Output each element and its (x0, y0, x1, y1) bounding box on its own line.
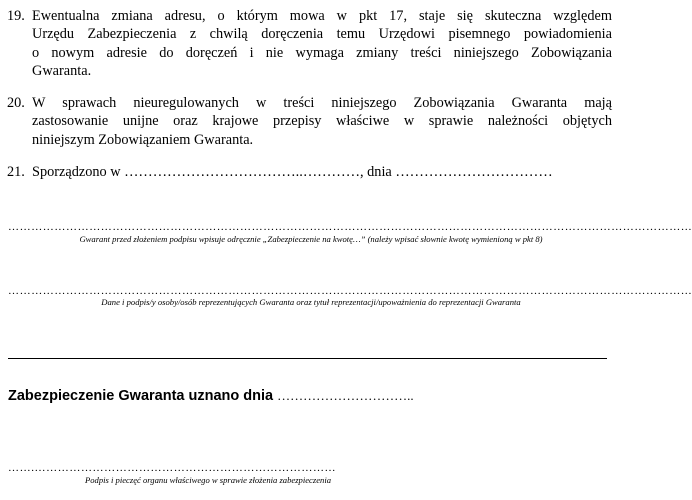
signature-dotted-line: …….…………………………………………………………………… (8, 462, 337, 474)
signature-caption: Podpis i pieczęć organu właściwego w sprawie złożenia zabezpieczenia (84, 475, 331, 485)
clause-line: W sprawach nieuregulowanych w treści niniejszego Zobowiązania Gwaranta mają (32, 95, 612, 111)
clause-number: 21. (7, 164, 25, 180)
clause-text (32, 94, 612, 149)
clause-line: Ewentualna zmiana adresu, o którym mowa w pkt 17, staje się skuteczna względem (32, 8, 612, 24)
signature-dotted-line: …………………………………………………………………………………………………………………………………………………………… (8, 221, 692, 233)
clause-line: Gwaranta. (32, 63, 92, 80)
clause-19 (7, 7, 612, 81)
place-date-line: Sporządzono w ………………………………..…………, dnia …………………………… (32, 164, 553, 180)
signature-caption: Gwarant przed złożeniem podpisu wpisuje odręcznie „Zabezpieczenie na kwotę…” (należy wpisać słownie kwotę wymienioną w pkt 8) (79, 234, 543, 244)
acceptance-dots: ………………………….. (277, 388, 414, 403)
clause-number: 19. (7, 8, 25, 24)
acceptance-line (8, 388, 414, 404)
clause-line: niniejszym Zobowiązaniem Gwaranta. (32, 131, 254, 148)
clause-line: o nowym adresie do doręczeń i nie wymaga zmiany treści niniejszego Zobowiązania (32, 44, 612, 61)
clause-number: 20. (7, 95, 25, 111)
acceptance-label: Zabezpieczenie Gwaranta uznano dnia (8, 388, 274, 404)
signature-dotted-line: …………………………………………………………………………………………………………………………………………………………… (8, 285, 692, 297)
clause-text (32, 7, 612, 81)
signature-caption: Dane i podpis/y osoby/osób reprezentujących Gwaranta oraz tytuł reprezentacji/upoważnienia do reprezentacji Gwaranta (101, 297, 521, 307)
clause-20 (7, 94, 612, 149)
clause-line: Urzędu Zabezpieczenia z chwilą doręczenia temu Urzędowi pisemnego powiadomienia (32, 26, 612, 43)
clause-line: zastosowanie unijne oraz krajowe przepisy właściwe w sprawie należności objętych (32, 113, 612, 130)
clause-text (32, 163, 612, 181)
section-divider (8, 358, 607, 359)
clause-21 (7, 163, 612, 181)
